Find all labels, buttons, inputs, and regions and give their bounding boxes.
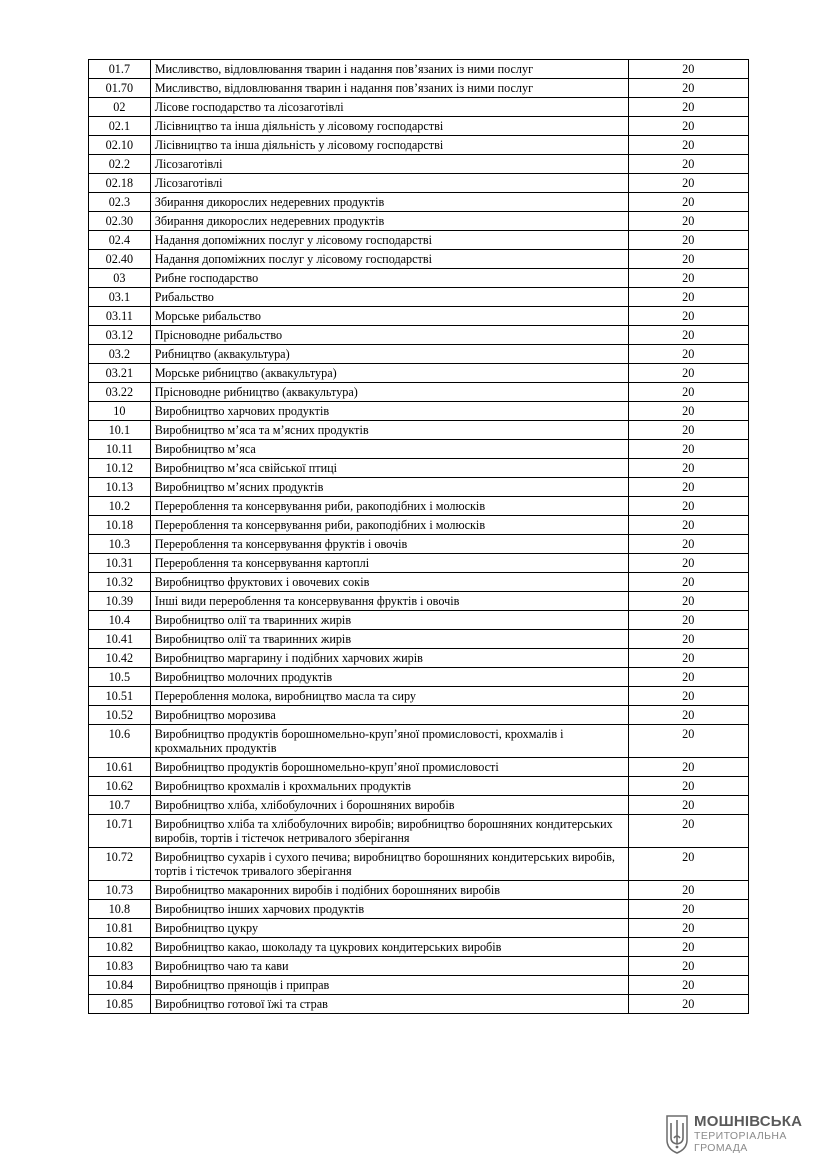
rate-cell: 20 xyxy=(628,364,748,383)
name-cell: Виробництво продуктів борошномельно-круп’яної промисловості, крохмалів і крохмальних продуктів xyxy=(150,725,628,758)
code-cell: 10.2 xyxy=(89,497,151,516)
code-cell: 01.70 xyxy=(89,79,151,98)
code-cell: 10.81 xyxy=(89,919,151,938)
name-cell: Морське рибництво (аквакультура) xyxy=(150,364,628,383)
name-cell: Перероблення та консервування фруктів і овочів xyxy=(150,535,628,554)
code-cell: 10.41 xyxy=(89,630,151,649)
activity-codes-table xyxy=(88,59,749,1014)
rate-cell: 20 xyxy=(628,630,748,649)
rate-cell: 20 xyxy=(628,478,748,497)
trident-coat-of-arms-icon xyxy=(666,1114,688,1154)
rate-cell: 20 xyxy=(628,269,748,288)
code-cell: 10.4 xyxy=(89,611,151,630)
rate-cell: 20 xyxy=(628,687,748,706)
rate-cell: 20 xyxy=(628,957,748,976)
rate-cell: 20 xyxy=(628,881,748,900)
code-cell: 10.3 xyxy=(89,535,151,554)
rate-cell: 20 xyxy=(628,938,748,957)
logo-line-1: МОШНІВСЬКА xyxy=(694,1113,803,1130)
rate-cell: 20 xyxy=(628,758,748,777)
rate-cell: 20 xyxy=(628,900,748,919)
name-cell: Лісозаготівлі xyxy=(150,174,628,193)
table-row xyxy=(89,573,749,592)
table-row xyxy=(89,440,749,459)
table-row xyxy=(89,706,749,725)
name-cell: Виробництво м’ясних продуктів xyxy=(150,478,628,497)
rate-cell: 20 xyxy=(628,250,748,269)
name-cell: Виробництво цукру xyxy=(150,919,628,938)
code-cell: 02.10 xyxy=(89,136,151,155)
name-cell: Надання допоміжних послуг у лісовому господарстві xyxy=(150,231,628,250)
name-cell: Виробництво олії та тваринних жирів xyxy=(150,611,628,630)
code-cell: 02.30 xyxy=(89,212,151,231)
rate-cell: 20 xyxy=(628,592,748,611)
code-cell: 10.71 xyxy=(89,815,151,848)
code-cell: 02.4 xyxy=(89,231,151,250)
table-row xyxy=(89,668,749,687)
table-row xyxy=(89,497,749,516)
name-cell: Виробництво крохмалів і крохмальних продуктів xyxy=(150,777,628,796)
rate-cell: 20 xyxy=(628,155,748,174)
code-cell: 10.31 xyxy=(89,554,151,573)
code-cell: 10.82 xyxy=(89,938,151,957)
code-cell: 02 xyxy=(89,98,151,117)
name-cell: Виробництво хліба, хлібобулочних і борошняних виробів xyxy=(150,796,628,815)
rate-cell: 20 xyxy=(628,79,748,98)
table-row xyxy=(89,117,749,136)
code-cell: 01.7 xyxy=(89,60,151,79)
table-row xyxy=(89,288,749,307)
name-cell: Виробництво готової їжі та страв xyxy=(150,995,628,1014)
table-row xyxy=(89,516,749,535)
code-cell: 10.61 xyxy=(89,758,151,777)
rate-cell: 20 xyxy=(628,174,748,193)
name-cell: Перероблення та консервування риби, ракоподібних і молюсків xyxy=(150,516,628,535)
code-cell: 10.72 xyxy=(89,848,151,881)
table-row xyxy=(89,364,749,383)
name-cell: Прісноводне рибництво (аквакультура) xyxy=(150,383,628,402)
code-cell: 10.11 xyxy=(89,440,151,459)
code-cell: 10.6 xyxy=(89,725,151,758)
rate-cell: 20 xyxy=(628,421,748,440)
table-row xyxy=(89,900,749,919)
name-cell: Надання допоміжних послуг у лісовому господарстві xyxy=(150,250,628,269)
rate-cell: 20 xyxy=(628,815,748,848)
table-row xyxy=(89,421,749,440)
code-cell: 10.51 xyxy=(89,687,151,706)
code-cell: 10.39 xyxy=(89,592,151,611)
rate-cell: 20 xyxy=(628,796,748,815)
code-cell: 10.73 xyxy=(89,881,151,900)
code-cell: 03.2 xyxy=(89,345,151,364)
table-row xyxy=(89,758,749,777)
rate-cell: 20 xyxy=(628,516,748,535)
name-cell: Виробництво макаронних виробів і подібних борошняних виробів xyxy=(150,881,628,900)
rate-cell: 20 xyxy=(628,777,748,796)
rate-cell: 20 xyxy=(628,345,748,364)
name-cell: Виробництво прянощів і приправ xyxy=(150,976,628,995)
name-cell: Виробництво харчових продуктів xyxy=(150,402,628,421)
rate-cell: 20 xyxy=(628,497,748,516)
code-cell: 03.1 xyxy=(89,288,151,307)
code-cell: 10.8 xyxy=(89,900,151,919)
code-cell: 02.3 xyxy=(89,193,151,212)
rate-cell: 20 xyxy=(628,611,748,630)
table-row xyxy=(89,326,749,345)
name-cell: Рибництво (аквакультура) xyxy=(150,345,628,364)
code-cell: 03.11 xyxy=(89,307,151,326)
code-cell: 10.62 xyxy=(89,777,151,796)
rate-cell: 20 xyxy=(628,98,748,117)
name-cell: Виробництво сухарів і сухого печива; виробництво борошняних кондитерських виробів, тортів і тістечок тривалого зберігання xyxy=(150,848,628,881)
name-cell: Прісноводне рибальство xyxy=(150,326,628,345)
logo-line-2: ТЕРИТОРІАЛЬНА xyxy=(694,1130,787,1142)
table-body xyxy=(89,60,749,1014)
name-cell: Виробництво чаю та кави xyxy=(150,957,628,976)
name-cell: Виробництво м’яса та м’ясних продуктів xyxy=(150,421,628,440)
table-row xyxy=(89,193,749,212)
code-cell: 10.85 xyxy=(89,995,151,1014)
name-cell: Виробництво морозива xyxy=(150,706,628,725)
name-cell: Перероблення та консервування картоплі xyxy=(150,554,628,573)
table-row xyxy=(89,848,749,881)
table-row xyxy=(89,459,749,478)
table-row xyxy=(89,796,749,815)
code-cell: 03 xyxy=(89,269,151,288)
table-row xyxy=(89,554,749,573)
code-cell: 10.13 xyxy=(89,478,151,497)
name-cell: Лісівництво та інша діяльність у лісовому господарстві xyxy=(150,117,628,136)
table-row xyxy=(89,79,749,98)
community-logo xyxy=(666,1114,816,1160)
code-cell: 02.2 xyxy=(89,155,151,174)
code-cell: 10.42 xyxy=(89,649,151,668)
name-cell: Мисливство, відловлювання тварин і надання пов’язаних із ними послуг xyxy=(150,60,628,79)
code-cell: 10.32 xyxy=(89,573,151,592)
table-row xyxy=(89,725,749,758)
rate-cell: 20 xyxy=(628,976,748,995)
name-cell: Виробництво маргарину і подібних харчових жирів xyxy=(150,649,628,668)
name-cell: Мисливство, відловлювання тварин і надання пов’язаних із ними послуг xyxy=(150,79,628,98)
rate-cell: 20 xyxy=(628,136,748,155)
name-cell: Виробництво продуктів борошномельно-круп’яної промисловості xyxy=(150,758,628,777)
name-cell: Перероблення та консервування риби, ракоподібних і молюсків xyxy=(150,497,628,516)
rate-cell: 20 xyxy=(628,725,748,758)
rate-cell: 20 xyxy=(628,995,748,1014)
rate-cell: 20 xyxy=(628,231,748,250)
logo-text xyxy=(694,1114,802,1154)
name-cell: Лісове господарство та лісозаготівлі xyxy=(150,98,628,117)
rate-cell: 20 xyxy=(628,649,748,668)
rate-cell: 20 xyxy=(628,459,748,478)
rate-cell: 20 xyxy=(628,307,748,326)
code-cell: 02.18 xyxy=(89,174,151,193)
table-row xyxy=(89,307,749,326)
name-cell: Інші види перероблення та консервування фруктів і овочів xyxy=(150,592,628,611)
table-row xyxy=(89,212,749,231)
name-cell: Виробництво м’яса свійської птиці xyxy=(150,459,628,478)
table-row xyxy=(89,136,749,155)
table-row xyxy=(89,345,749,364)
rate-cell: 20 xyxy=(628,440,748,459)
name-cell: Лісозаготівлі xyxy=(150,155,628,174)
name-cell: Рибне господарство xyxy=(150,269,628,288)
rate-cell: 20 xyxy=(628,706,748,725)
code-cell: 10.84 xyxy=(89,976,151,995)
name-cell: Виробництво хліба та хлібобулочних виробів; виробництво борошняних кондитерських виробів, тортів і тістечок нетривалого зберігання xyxy=(150,815,628,848)
code-cell: 03.12 xyxy=(89,326,151,345)
code-cell: 10.1 xyxy=(89,421,151,440)
name-cell: Виробництво фруктових і овочевих соків xyxy=(150,573,628,592)
table-row xyxy=(89,976,749,995)
code-cell: 10.5 xyxy=(89,668,151,687)
table-row xyxy=(89,919,749,938)
table-row xyxy=(89,231,749,250)
table-row xyxy=(89,478,749,497)
code-cell: 10.83 xyxy=(89,957,151,976)
code-cell: 02.1 xyxy=(89,117,151,136)
rate-cell: 20 xyxy=(628,60,748,79)
table-row xyxy=(89,402,749,421)
table-row xyxy=(89,777,749,796)
name-cell: Рибальство xyxy=(150,288,628,307)
name-cell: Перероблення молока, виробництво масла та сиру xyxy=(150,687,628,706)
code-cell: 10.12 xyxy=(89,459,151,478)
table-row xyxy=(89,174,749,193)
rate-cell: 20 xyxy=(628,848,748,881)
table-row xyxy=(89,630,749,649)
table-row xyxy=(89,592,749,611)
table-row xyxy=(89,269,749,288)
name-cell: Збирання дикорослих недеревних продуктів xyxy=(150,193,628,212)
code-cell: 02.40 xyxy=(89,250,151,269)
table-row xyxy=(89,881,749,900)
table-row xyxy=(89,957,749,976)
table-row xyxy=(89,250,749,269)
table-row xyxy=(89,611,749,630)
table-row xyxy=(89,155,749,174)
name-cell: Виробництво молочних продуктів xyxy=(150,668,628,687)
code-cell: 10.52 xyxy=(89,706,151,725)
table-row xyxy=(89,938,749,957)
rate-cell: 20 xyxy=(628,535,748,554)
rate-cell: 20 xyxy=(628,193,748,212)
rate-cell: 20 xyxy=(628,668,748,687)
rate-cell: 20 xyxy=(628,288,748,307)
name-cell: Виробництво олії та тваринних жирів xyxy=(150,630,628,649)
rate-cell: 20 xyxy=(628,554,748,573)
table-row xyxy=(89,535,749,554)
table-row xyxy=(89,383,749,402)
rate-cell: 20 xyxy=(628,383,748,402)
rate-cell: 20 xyxy=(628,326,748,345)
logo-line-3: ГРОМАДА xyxy=(694,1142,748,1154)
code-cell: 03.22 xyxy=(89,383,151,402)
table-row xyxy=(89,649,749,668)
rate-cell: 20 xyxy=(628,117,748,136)
code-cell: 03.21 xyxy=(89,364,151,383)
name-cell: Виробництво какао, шоколаду та цукрових кондитерських виробів xyxy=(150,938,628,957)
name-cell: Лісівництво та інша діяльність у лісовому господарстві xyxy=(150,136,628,155)
table-row xyxy=(89,98,749,117)
table-row xyxy=(89,687,749,706)
name-cell: Виробництво інших харчових продуктів xyxy=(150,900,628,919)
table-row xyxy=(89,995,749,1014)
code-cell: 10.7 xyxy=(89,796,151,815)
name-cell: Морське рибальство xyxy=(150,307,628,326)
name-cell: Виробництво м’яса xyxy=(150,440,628,459)
table-row xyxy=(89,815,749,848)
table-row xyxy=(89,60,749,79)
name-cell: Збирання дикорослих недеревних продуктів xyxy=(150,212,628,231)
code-cell: 10.18 xyxy=(89,516,151,535)
code-cell: 10 xyxy=(89,402,151,421)
rate-cell: 20 xyxy=(628,402,748,421)
rate-cell: 20 xyxy=(628,919,748,938)
rate-cell: 20 xyxy=(628,212,748,231)
rate-cell: 20 xyxy=(628,573,748,592)
